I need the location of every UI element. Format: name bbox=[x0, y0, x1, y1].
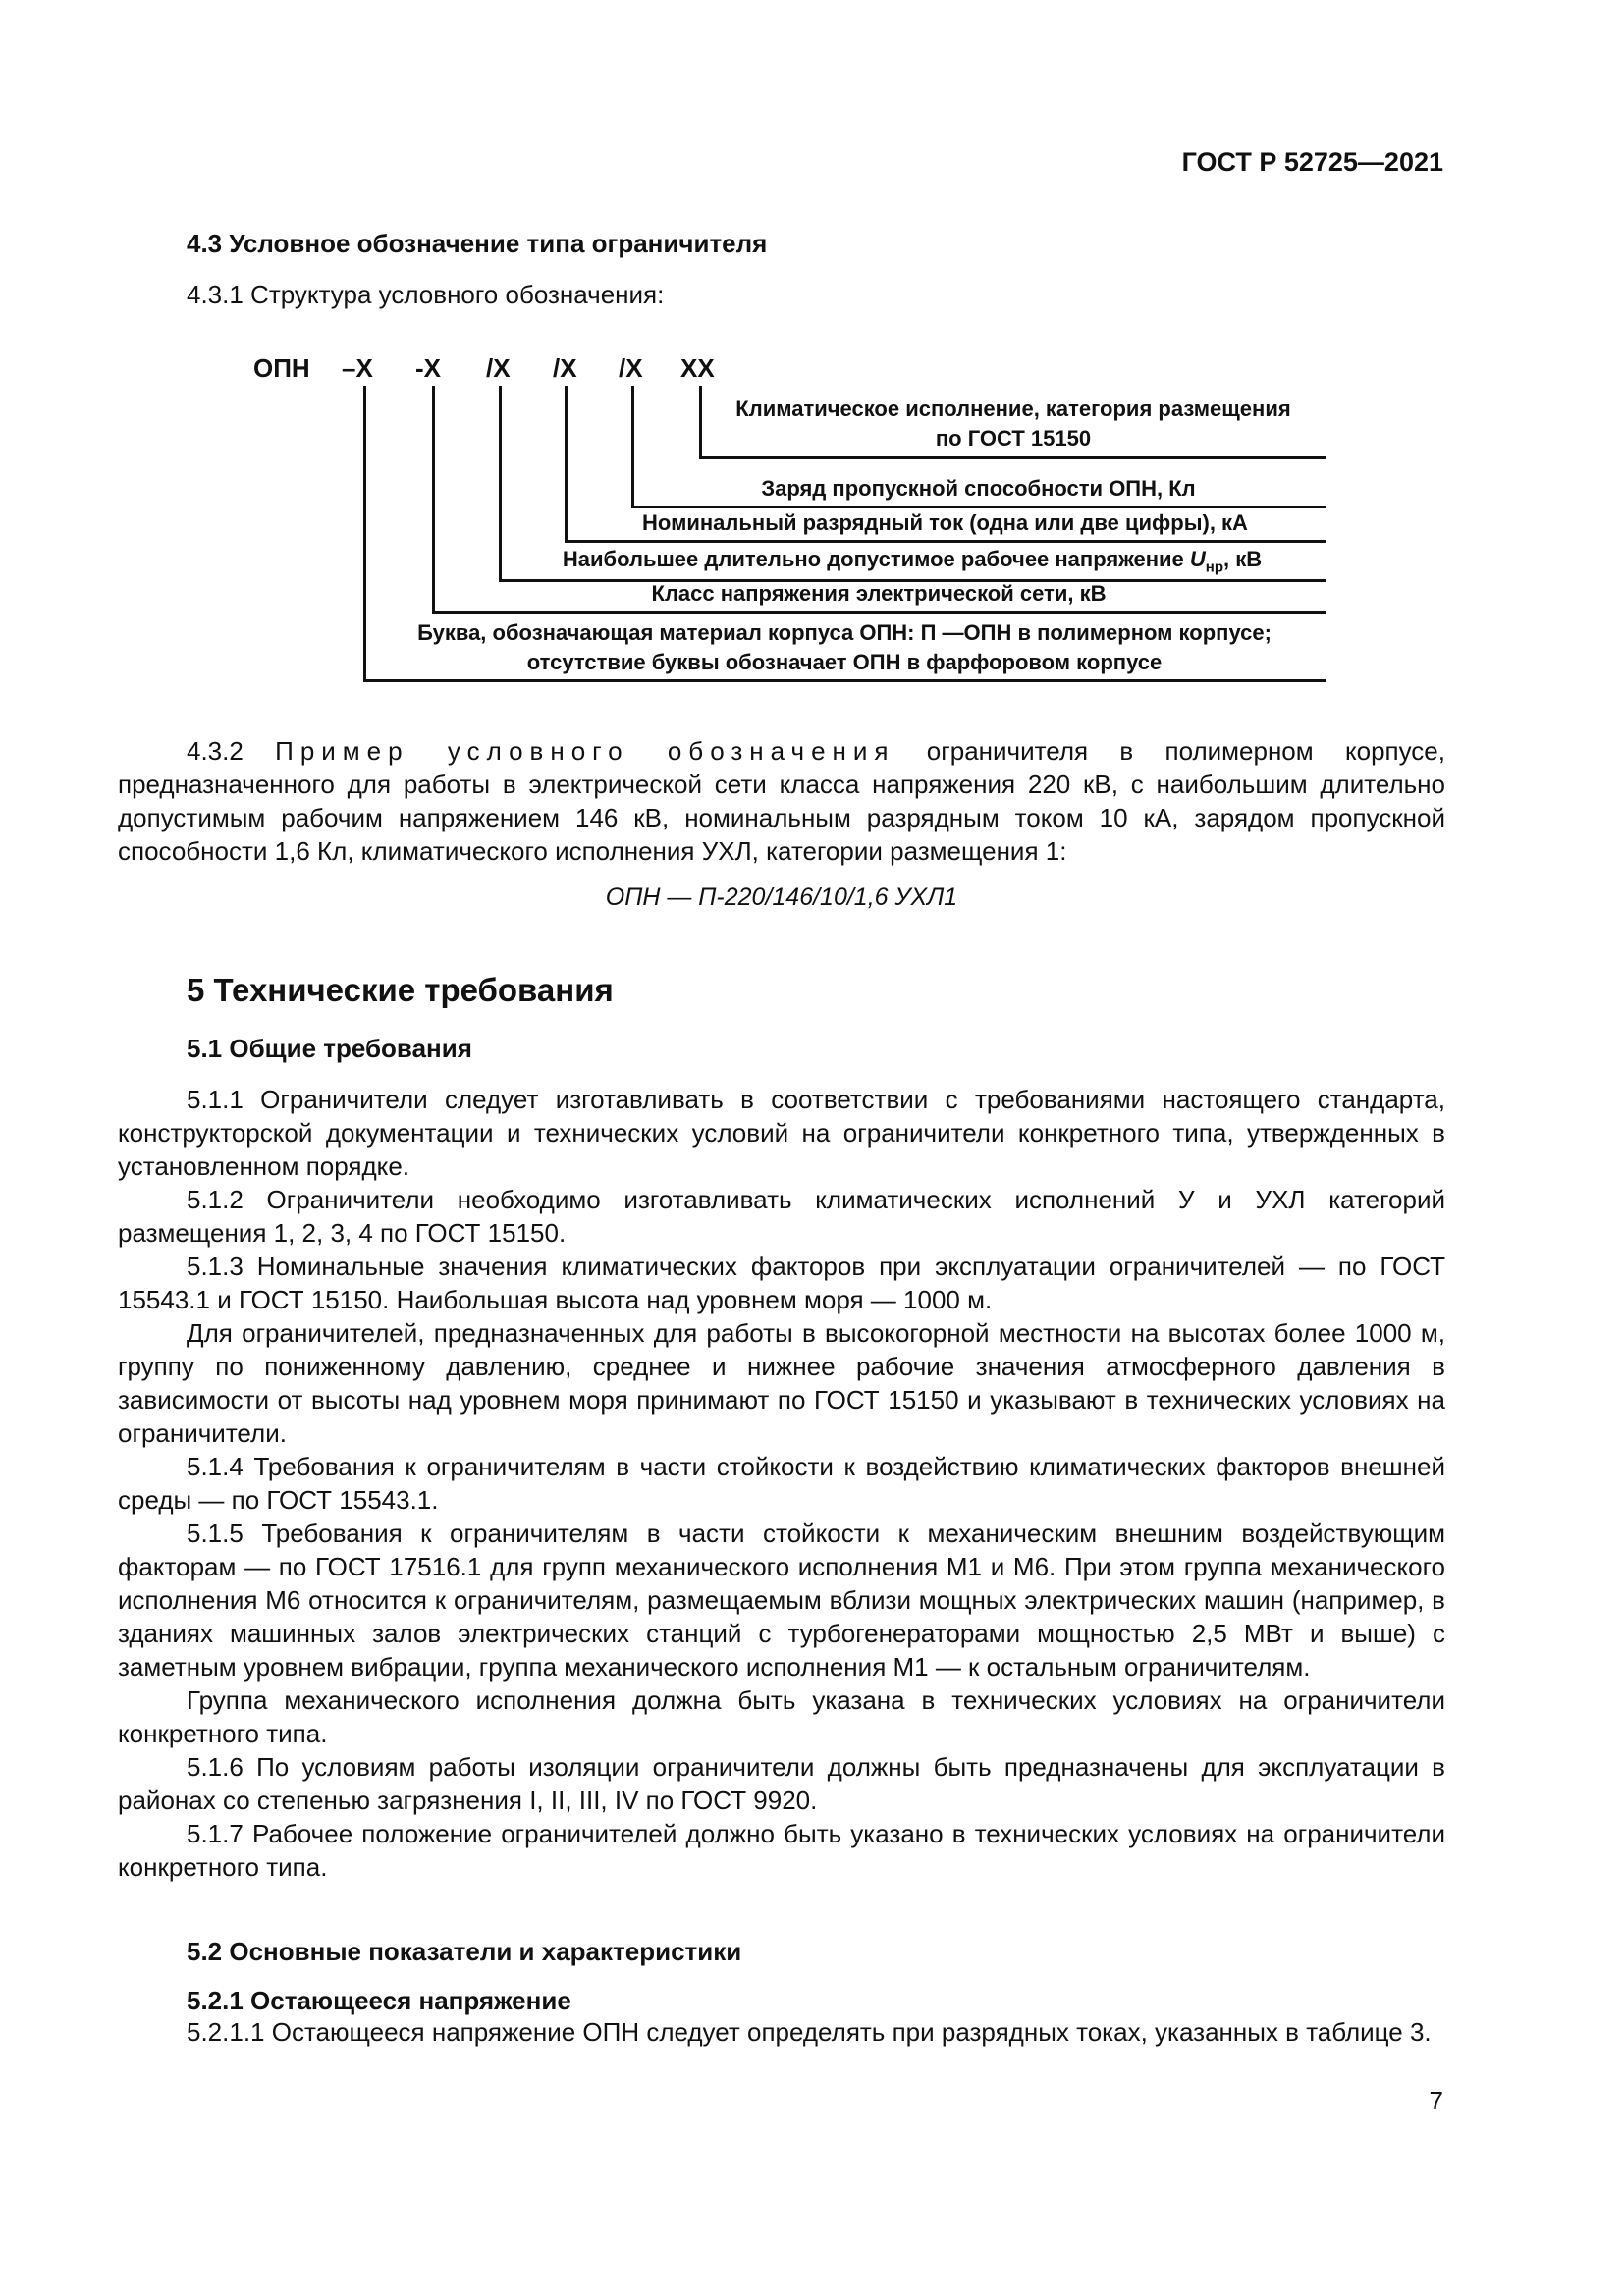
label-charge: Заряд пропускной способности ОПН, Кл bbox=[761, 476, 1196, 501]
paragraph-4-3-1: 4.3.1 Структура условного обозначения: bbox=[187, 280, 665, 309]
section-5-1-title: 5.1 Общие требования bbox=[187, 1034, 472, 1063]
label-network-class: Класс напряжения электрической сети, кВ bbox=[651, 581, 1107, 606]
rule-letter bbox=[363, 679, 1326, 682]
scheme-token-1: –Х bbox=[342, 353, 373, 383]
section-5-2-title: 5.2 Основные показатели и характеристики bbox=[187, 1937, 742, 1966]
paragraph-5-1-5: 5.1.5 Требования к ограничителям в части стойкости к механическим внешним воздействующим факторам — по ГОСТ 17516.1 для групп механического исполнения М1 и М6. При этом группа механического исполнения М6 относится к ограничителям, размещаемым вблизи мощных электрических машин (например, в зданиях машинных залов электрических станций с турбогенераторами мощностью 2,5 МВт и выше) с заметным уровнем вибрации, группа механического исполнения М1 — к остальным ограничителям. bbox=[118, 1519, 1445, 1682]
rule-climatic bbox=[699, 456, 1326, 459]
paragraph-5-1-4: 5.1.4 Требования к ограничителям в части стойкости к воздействию климатических факторов внешней среды — по ГОСТ 15543.1. bbox=[118, 1452, 1445, 1515]
paragraph-5-1-6: 5.1.6 По условиям работы изоляции ограничители должны быть предназначены для эксплуатации в районах со степенью загрязнения I, II, III, IV по ГОСТ 9920. bbox=[118, 1752, 1445, 1815]
rule-network-class bbox=[432, 611, 1326, 614]
scheme-token-5: /Х bbox=[619, 353, 643, 383]
label-discharge-current: Номинальный разрядный ток (одна или две цифры), кА bbox=[642, 510, 1248, 535]
scheme-token-2: -Х bbox=[415, 353, 441, 383]
paragraph-5-1-5-cont: Группа механического исполнения должна быть указана в технических условиях на ограничители конкретного типа. bbox=[118, 1685, 1445, 1748]
section-5-title: 5 Технические требования bbox=[187, 972, 614, 1008]
label-climatic: Климатическое исполнение, категория размещения по ГОСТ 15150 bbox=[735, 397, 1291, 451]
paragraph-5-1-3-cont: Для ограничителей, предназначенных для работы в высокогорной местности на высотах более 1000 м, группу по пониженному давлению, среднее и нижнее рабочие значения атмосферного давления в зависимости от высоты над уровнем моря принимают по ГОСТ 15150 и указывают в технических условиях на ограничители. bbox=[118, 1318, 1445, 1448]
designation-scheme bbox=[245, 348, 1326, 721]
scheme-token-opn: ОПН bbox=[253, 353, 310, 383]
label-max-voltage: Наибольшее длительно допустимое рабочее напряжение $U_{нр}$, кВ bbox=[562, 547, 1263, 576]
paragraph-5-1-7: 5.1.7 Рабочее положение ограничителей должно быть указано в технических условиях на ограничители конкретного типа. bbox=[118, 1819, 1445, 1882]
document-code: ГОСТ Р 52725—2021 bbox=[1181, 147, 1443, 177]
section-5-2-1-title: 5.2.1 Остающееся напряжение bbox=[187, 1986, 571, 2015]
scheme-token-3: /Х bbox=[486, 353, 511, 383]
paragraph-5-2-1-1: 5.2.1.1 Остающееся напряжение ОПН следует определять при разрядных токах, указанных в таблице 3. bbox=[187, 2017, 1432, 2047]
rule-discharge bbox=[565, 540, 1326, 543]
paragraph-5-1-1: 5.1.1 Ограничители следует изготавливать в соответствии с требованиями настоящего стандарта, конструкторской документации и технических условий на ограничители конкретного типа, утвержденных в установленном порядке. bbox=[118, 1085, 1445, 1181]
paragraph-4-3-2: 4.3.2 Пример условного обозначения ограничителя в полимерном корпусе, предназначенного для работы в электрической сети класса напряжения 220 кВ, с наибольшим длительно допустимым рабочим напряжением 146 кВ, номинальным разрядным током 10 кА, зарядом пропускной способности 1,6 Кл, климатического исполнения УХЛ, категории размещения 1: bbox=[118, 736, 1445, 866]
section-5-1-body bbox=[118, 1083, 1445, 1884]
paragraph-5-1-3: 5.1.3 Номинальные значения климатических факторов при эксплуатации ограничителей — по ГОСТ 15543.1 и ГОСТ 15150. Наибольшая высота над уровнем моря — 1000 м. bbox=[118, 1252, 1445, 1314]
scheme-token-4: /Х bbox=[553, 353, 577, 383]
scheme-token-6: ХХ bbox=[680, 353, 715, 383]
label-letter: Буква, обозначающая материал корпуса ОПН: П —ОПН в полимерном корпусе; отсутствие буквы обозначает ОПН в фарфоровом корпусе bbox=[417, 620, 1272, 674]
section-4-3-title: 4.3 Условное обозначение типа ограничителя bbox=[187, 229, 768, 258]
paragraph-5-1-2: 5.1.2 Ограничители необходимо изготавливать климатических исполнений У и УХЛ категорий размещения 1, 2, 3, 4 по ГОСТ 15150. bbox=[118, 1185, 1445, 1248]
designation-example: ОПН — П-220/146/10/1,6 УХЛ1 bbox=[605, 883, 958, 911]
page-number: 7 bbox=[1429, 2086, 1443, 2115]
